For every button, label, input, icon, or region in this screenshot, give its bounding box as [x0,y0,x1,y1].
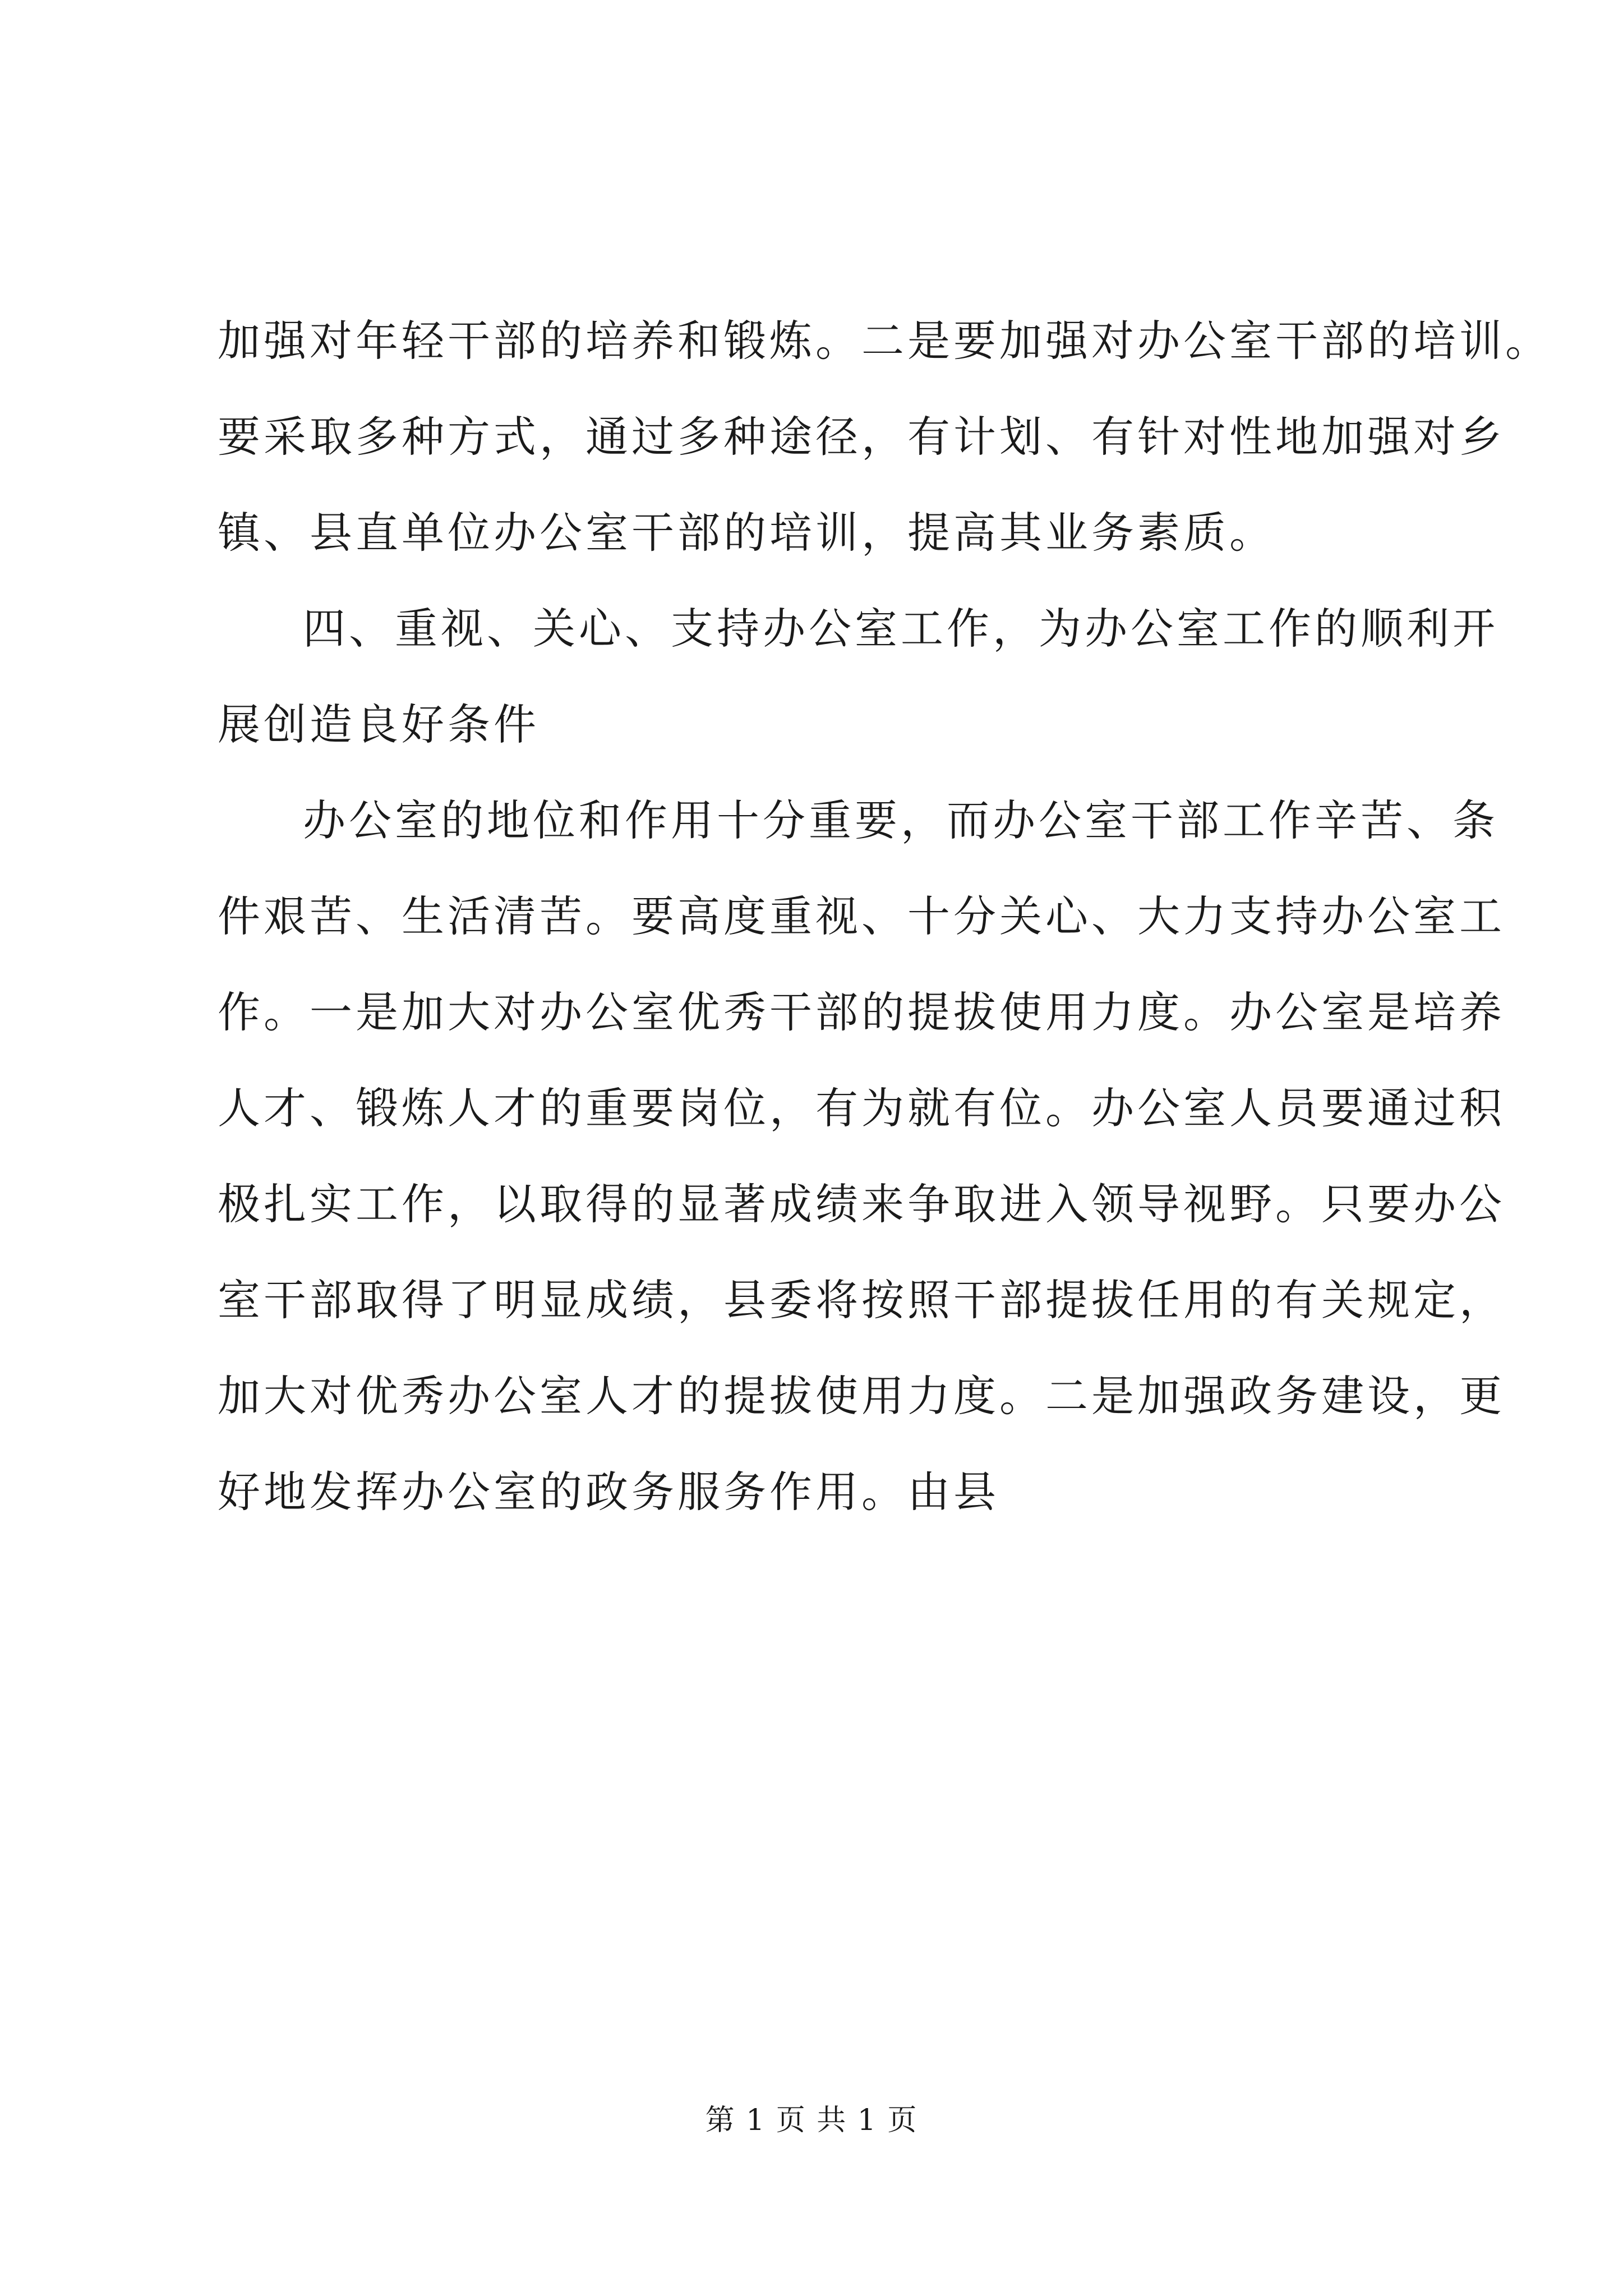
page-number-footer: 第 1 页 共 1 页 [705,2104,918,2137]
text-line: 加大对优秀办公室人才的提拔使用力度。二是加强政务建设，更 [218,1371,1505,1421]
text-line: 室干部取得了明显成绩，县委将按照干部提拔任用的有关规定， [218,1275,1505,1325]
text-line: 作。一是加大对办公室优秀干部的提拔使用力度。办公室是培养 [218,987,1505,1037]
text-line: 好地发挥办公室的政务服务作用。由县 [218,1467,999,1517]
text-line: 极扎实工作，以取得的显著成绩来争取进入领导视野。只要办公 [218,1179,1505,1229]
section-heading-line: 展创造良好条件 [218,700,540,749]
section-heading-line: 四、重视、关心、支持办公室工作，为办公室工作的顺利开 [303,604,1498,654]
text-line: 要采取多种方式，通过多种途径，有计划、有针对性地加强对乡 [218,412,1505,462]
text-line: 办公室的地位和作用十分重要，而办公室干部工作辛苦、条 [303,795,1498,845]
text-line: 镇、县直单位办公室干部的培训，提高其业务素质。 [218,508,1275,558]
text-line: 人才、锻炼人才的重要岗位，有为就有位。办公室人员要通过积 [218,1083,1505,1133]
document-body [218,293,1551,1540]
text-line: 件艰苦、生活清苦。要高度重视、十分关心、大力支持办公室工 [218,891,1505,941]
text-line: 加强对年轻干部的培养和锻炼。二是要加强对办公室干部的培训。 [218,316,1551,366]
